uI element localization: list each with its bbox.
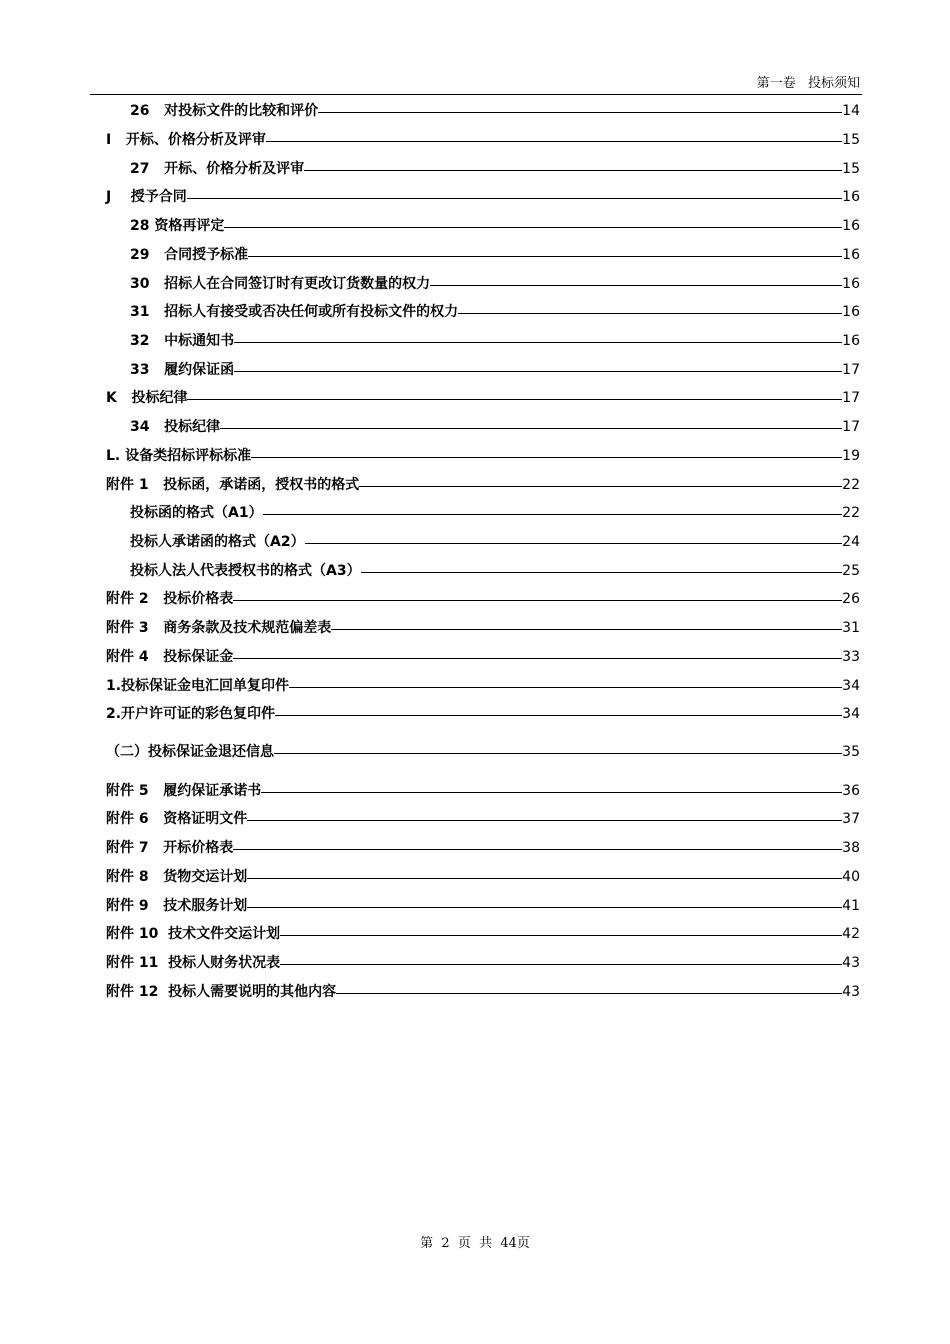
toc-entry-page: 31 <box>842 620 860 636</box>
toc-entry-label: J 授予合同 <box>106 189 187 205</box>
toc-entry[interactable] <box>106 676 860 696</box>
toc-entry-label: 30 招标人在合同签订时有更改订货数量的权力 <box>130 276 431 292</box>
toc-entry-page: 16 <box>842 276 860 292</box>
toc-entry-page: 16 <box>842 218 860 234</box>
toc-entry[interactable] <box>130 302 860 322</box>
header-text: 第一卷 投标须知 <box>756 76 860 91</box>
toc-entry-label: 投标人法人代表授权书的格式（A3） <box>130 563 361 579</box>
toc-entry-label: 附件 9 技术服务计划 <box>106 898 248 914</box>
toc-entry-page: 43 <box>842 984 860 1000</box>
toc-entry[interactable] <box>130 159 860 179</box>
toc-entry[interactable] <box>106 809 860 829</box>
toc-entry[interactable] <box>130 360 860 380</box>
toc-leader-line <box>247 907 842 908</box>
toc-leader-line <box>233 658 842 659</box>
toc-entry-page: 17 <box>842 362 860 378</box>
toc-entry-page: 22 <box>842 477 860 493</box>
toc-entry-page: 16 <box>842 304 860 320</box>
toc-entry[interactable] <box>106 446 860 466</box>
toc-entry-label: 附件 4 投标保证金 <box>106 649 234 665</box>
toc-entry-label: 28 资格再评定 <box>130 218 225 234</box>
toc-entry-page: 38 <box>842 840 860 856</box>
toc-leader-line <box>248 256 842 257</box>
toc-entry[interactable] <box>106 896 860 916</box>
toc-leader-line <box>331 629 842 630</box>
toc-entry-page: 15 <box>842 132 860 148</box>
toc-entry-page: 43 <box>842 955 860 971</box>
toc-entry-page: 16 <box>842 189 860 205</box>
toc-entry-label: 附件 11 投标人财务状况表 <box>106 955 281 971</box>
toc-entry[interactable] <box>106 475 860 495</box>
toc-entry-page: 16 <box>842 247 860 263</box>
toc-entry[interactable] <box>106 924 860 944</box>
toc-entry-page: 35 <box>842 744 860 760</box>
toc-entry-label: 附件 3 商务条款及技术规范偏差表 <box>106 620 332 636</box>
toc-entry[interactable] <box>130 561 860 581</box>
toc-entry-page: 22 <box>842 505 860 521</box>
toc-entry-page: 34 <box>842 706 860 722</box>
toc-entry[interactable] <box>106 388 860 408</box>
toc-entry-label: 投标人承诺函的格式（A2） <box>130 534 305 550</box>
toc-entry-page: 15 <box>842 161 860 177</box>
toc-leader-line <box>289 687 842 688</box>
toc-entry[interactable] <box>130 101 860 121</box>
toc-leader-line <box>224 227 842 228</box>
toc-entry-page: 25 <box>842 563 860 579</box>
toc-leader-line <box>336 993 842 994</box>
toc-entry-label: 附件 2 投标价格表 <box>106 591 234 607</box>
toc-entry[interactable] <box>106 618 860 638</box>
toc-leader-line <box>266 141 842 142</box>
toc-leader-line <box>233 600 842 601</box>
toc-entry-label: 附件 7 开标价格表 <box>106 840 234 856</box>
toc-leader-line <box>280 964 842 965</box>
toc-leader-line <box>305 543 843 544</box>
toc-entry[interactable] <box>130 417 860 437</box>
toc-entry[interactable] <box>106 953 860 973</box>
toc-entry-label: 29 合同授予标准 <box>130 247 249 263</box>
toc-leader-line <box>220 428 842 429</box>
toc-entry-page: 14 <box>842 103 860 119</box>
toc-leader-line <box>234 342 842 343</box>
toc-entry-page: 33 <box>842 649 860 665</box>
toc-entry-label: 附件 6 资格证明文件 <box>106 811 248 827</box>
toc-entry[interactable] <box>130 532 860 552</box>
toc-entry-label: 27 开标、价格分析及评审 <box>130 161 305 177</box>
toc-entry-label: 32 中标通知书 <box>130 333 235 349</box>
toc-leader-line <box>247 878 842 879</box>
page-footer: 第 2 页 共 44页 <box>420 1236 530 1251</box>
toc-entry[interactable] <box>106 867 860 887</box>
toc-leader-line <box>263 514 843 515</box>
toc-entry[interactable] <box>106 704 860 724</box>
toc-entry-page: 34 <box>842 678 860 694</box>
toc-entry-label: K 投标纪律 <box>106 390 188 406</box>
toc-entry-page: 42 <box>842 926 860 942</box>
toc-entry-label: L. 设备类招标评标标准 <box>106 448 252 464</box>
toc-entry[interactable] <box>106 130 860 150</box>
toc-entry[interactable] <box>130 245 860 265</box>
toc-leader-line <box>361 572 843 573</box>
toc-entry-label: 附件 1 投标函，承诺函，授权书的格式 <box>106 477 360 493</box>
toc-entry[interactable] <box>106 647 860 667</box>
toc-entry[interactable] <box>106 838 860 858</box>
toc-leader-line <box>187 198 842 199</box>
toc-entry-label: 31 招标人有接受或否决任何或所有投标文件的权力 <box>130 304 459 320</box>
toc-leader-line <box>280 935 842 936</box>
toc-entry-page: 26 <box>842 591 860 607</box>
toc-entry-label: 附件 5 履约保证承诺书 <box>106 783 262 799</box>
toc-entry[interactable] <box>106 187 860 207</box>
toc-entry-page: 41 <box>842 898 860 914</box>
toc-entry[interactable] <box>106 982 860 1002</box>
toc-leader-line <box>304 170 842 171</box>
toc-entry-label: 26 对投标文件的比较和评价 <box>130 103 319 119</box>
toc-entry[interactable] <box>106 589 860 609</box>
toc-entry[interactable] <box>130 331 860 351</box>
toc-leader-line <box>458 313 842 314</box>
toc-entry-page: 36 <box>842 783 860 799</box>
toc-entry-page: 24 <box>842 534 860 550</box>
toc-leader-line <box>251 457 842 458</box>
toc-leader-line <box>261 792 842 793</box>
toc-entry[interactable] <box>130 216 860 236</box>
toc-entry-label: 33 履约保证函 <box>130 362 235 378</box>
toc-entry-label: 附件 12 投标人需要说明的其他内容 <box>106 984 337 1000</box>
toc-entry-label: I 开标、价格分析及评审 <box>106 132 266 148</box>
toc-entry-page: 17 <box>842 419 860 435</box>
toc-entry-label: （二）投标保证金退还信息 <box>106 744 274 760</box>
toc-entry-label: 1.投标保证金电汇回单复印件 <box>106 678 290 694</box>
toc-entry-page: 37 <box>842 811 860 827</box>
toc-entry-label: 投标函的格式（A1） <box>130 505 263 521</box>
toc-leader-line <box>274 753 842 754</box>
toc-entry[interactable] <box>106 781 860 801</box>
toc-entry[interactable] <box>130 503 860 523</box>
toc-entry-page: 19 <box>842 448 860 464</box>
toc-entry-label: 附件 10 技术文件交运计划 <box>106 926 281 942</box>
toc-leader-line <box>233 849 842 850</box>
toc-leader-line <box>359 486 842 487</box>
toc-entry-page: 17 <box>842 390 860 406</box>
toc-leader-line <box>247 820 842 821</box>
toc-leader-line <box>275 715 842 716</box>
toc-entry-label: 2.开户许可证的彩色复印件 <box>106 706 276 722</box>
toc-entry[interactable] <box>106 742 860 762</box>
toc-entry-label: 34 投标纪律 <box>130 419 221 435</box>
toc-leader-line <box>187 399 842 400</box>
toc-entry-page: 40 <box>842 869 860 885</box>
toc-leader-line <box>318 112 842 113</box>
toc-leader-line <box>430 285 842 286</box>
toc-leader-line <box>234 371 842 372</box>
toc-entry-label: 附件 8 货物交运计划 <box>106 869 248 885</box>
toc-entry[interactable] <box>130 274 860 294</box>
toc-entry-page: 16 <box>842 333 860 349</box>
